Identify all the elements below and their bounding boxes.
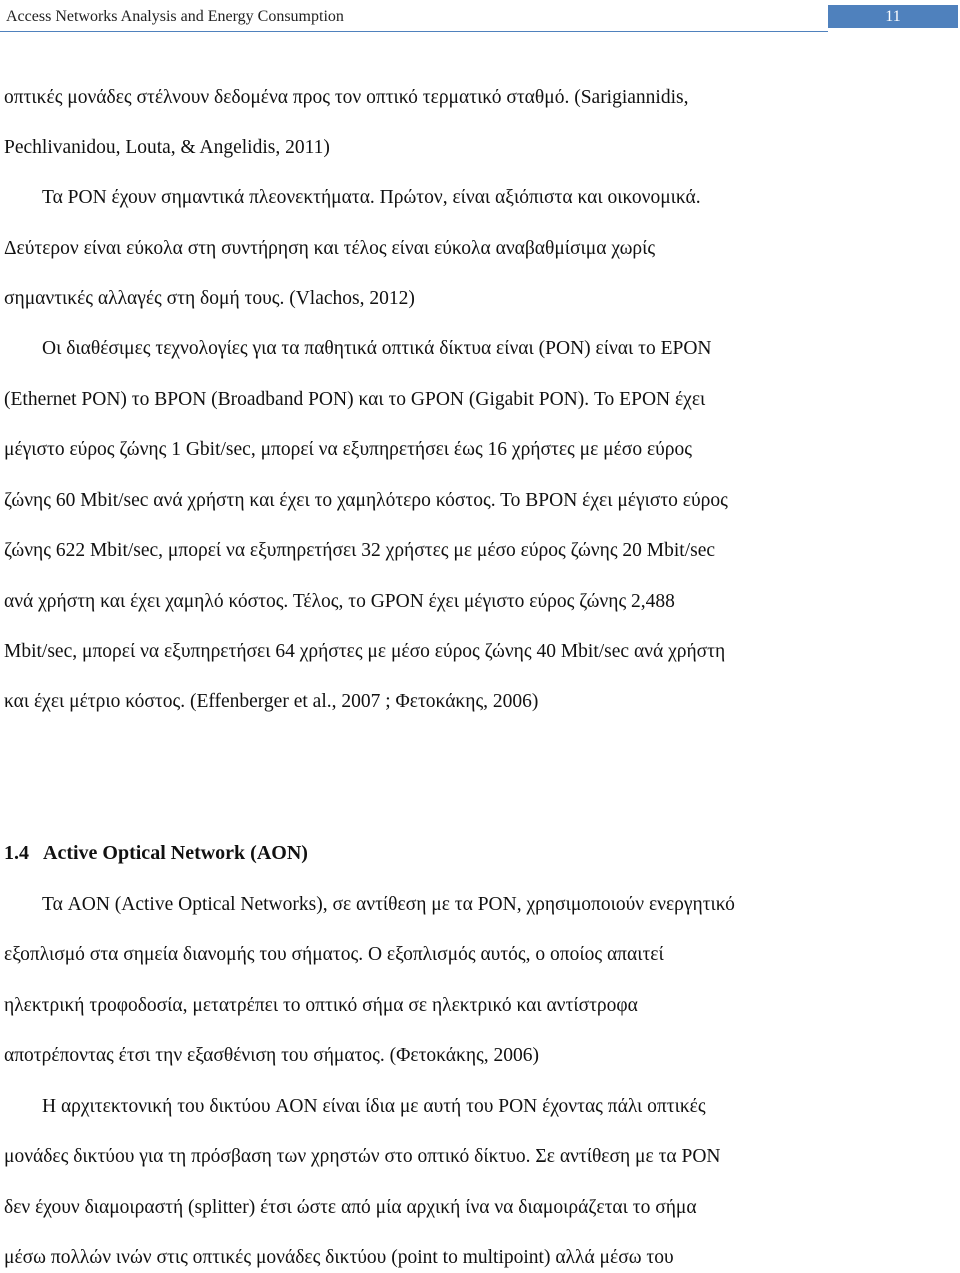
text-line: μονάδες δικτύου για τη πρόσβαση των χρηστών στο οπτικό δίκτυο. Σε αντίθεση με τα PON [4, 1146, 721, 1167]
page-header [0, 0, 960, 34]
section-number: 1.4 [4, 842, 29, 864]
text-line: Δεύτερον είναι εύκολα στη συντήρηση και τέλος είναι εύκολα αναβαθμίσιμα χωρίς [4, 238, 656, 259]
section-title: Active Optical Network (AON) [43, 842, 308, 864]
text-line: εξοπλισμό στα σημεία διανομής του σήματος. Ο εξοπλισμός αυτός, ο οποίος απαιτεί [4, 944, 664, 965]
text-line: Mbit/sec, μπορεί να εξυπηρετήσει 64 χρήστες με μέσο εύρος ζώνης 40 Mbit/sec ανά χρήστη [4, 641, 726, 662]
text-line: Τα AON (Active Optical Networks), σε αντίθεση με τα PON, χρησιμοποιούν ενεργητικό [42, 894, 735, 915]
page-number: 11 [885, 7, 901, 25]
running-title: Access Networks Analysis and Energy Consumption [6, 8, 344, 25]
text-line: οπτικές μονάδες στέλνουν δεδομένα προς τον οπτικό τερματικό σταθμό. (Sarigiannidis, [4, 87, 689, 108]
text-line: σημαντικές αλλαγές στη δομή τους. (Vlachos, 2012) [4, 288, 415, 309]
text-line: δεν έχουν διαμοιραστή (splitter) έτσι ώστε από μία αρχική ίνα να διαμοιράζεται το σήμα [4, 1197, 697, 1218]
text-line: και έχει μέτριο κόστος. (Effenberger et al., 2007 ; Φετοκάκης, 2006) [4, 691, 539, 712]
text-line: (Ethernet PON) το BPON (Broadband PON) και το GPON (Gigabit PON). Το EPON έχει [4, 389, 706, 410]
section-heading [4, 842, 308, 865]
text-line: ζώνης 622 Mbit/sec, μπορεί να εξυπηρετήσει 32 χρήστες με μέσο εύρος ζώνης 20 Mbit/sec [4, 540, 716, 561]
text-line: μέσω πολλών ινών στις οπτικές μονάδες δικτύου (point to multipoint) αλλά μέσω του [4, 1247, 674, 1268]
page-number-box [828, 5, 958, 28]
text-line: αποτρέποντας έτσι την εξασθένιση του σήματος. (Φετοκάκης, 2006) [4, 1045, 540, 1066]
text-line: ηλεκτρική τροφοδοσία, μετατρέπει το οπτικό σήμα σε ηλεκτρικό και αντίστροφα [4, 995, 638, 1016]
text-line: Οι διαθέσιμες τεχνολογίες για τα παθητικά οπτικά δίκτυα είναι (PON) είναι το EPON [42, 338, 712, 359]
text-line: ζώνης 60 Mbit/sec ανά χρήστη και έχει το χαμηλότερο κόστος. Το BPON έχει μέγιστο εύρος [4, 490, 728, 511]
text-line: Η αρχιτεκτονική του δικτύου AON είναι ίδια με αυτή του PON έχοντας πάλι οπτικές [42, 1096, 706, 1117]
text-line: Τα PON έχουν σημαντικά πλεονεκτήματα. Πρώτον, είναι αξιόπιστα και οικονομικά. [42, 187, 701, 208]
text-line: Pechlivanidou, Louta, & Angelidis, 2011) [4, 137, 330, 158]
text-line: μέγιστο εύρος ζώνης 1 Gbit/sec, μπορεί να εξυπηρετήσει έως 16 χρήστες με μέσο εύρος [4, 439, 692, 460]
header-rule [0, 31, 828, 32]
text-line: ανά χρήστη και έχει χαμηλό κόστος. Τέλος, το GPON έχει μέγιστο εύρος ζώνης 2,488 [4, 591, 675, 612]
